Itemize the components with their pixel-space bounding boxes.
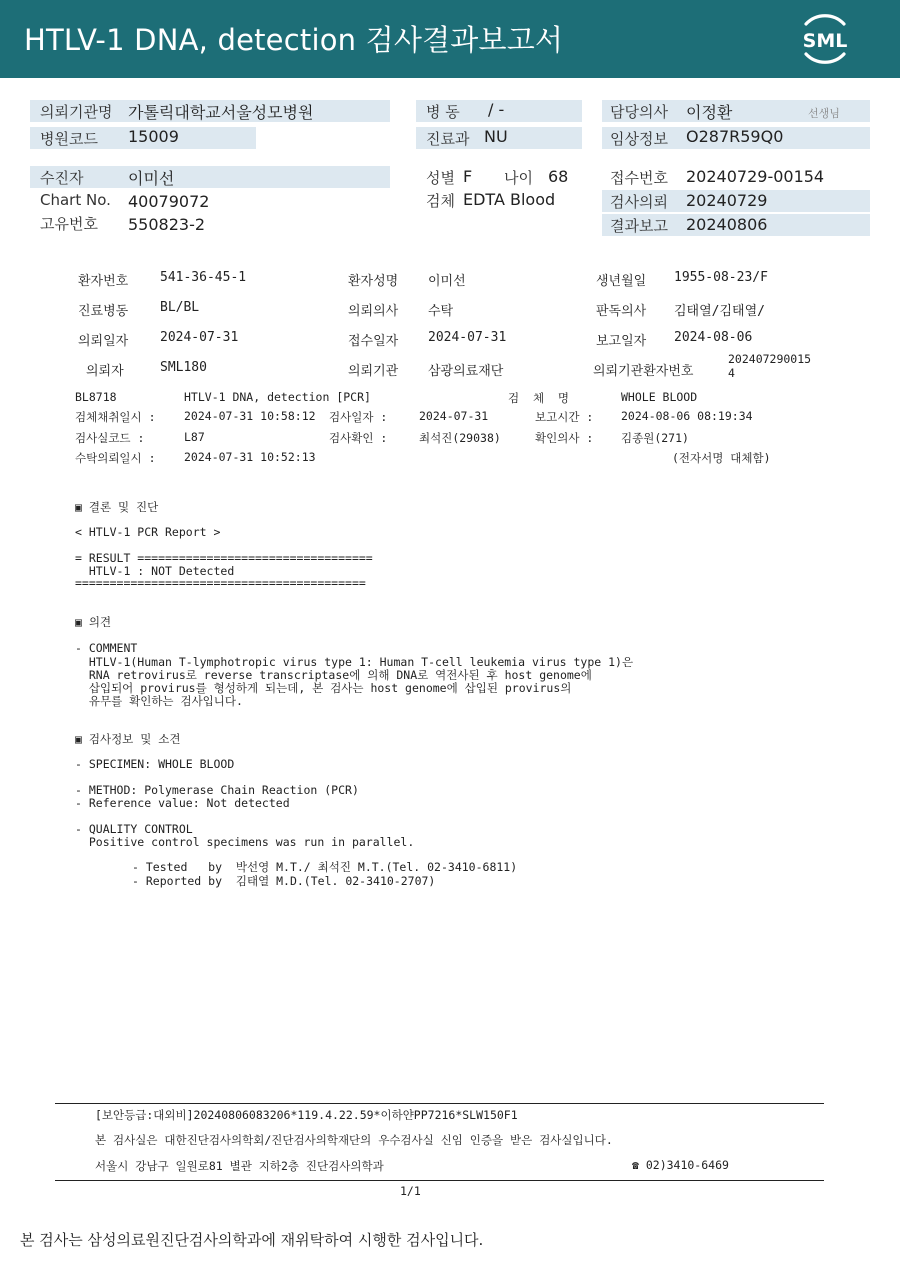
logo-text: SML: [802, 30, 848, 52]
pcr-report-title: < HTLV-1 PCR Report >: [75, 525, 221, 539]
request-value: 20240729: [686, 191, 768, 210]
bottom-note: 본 검사는 삼성의료원진단검사의학과에 재위탁하여 시행한 검사입니다.: [20, 1231, 484, 1249]
institution-value: 가톨릭대학교서울성모병원: [128, 103, 314, 122]
age-label: 나이: [504, 169, 533, 187]
patient-no-value: 541-36-45-1: [160, 270, 247, 285]
phone-line: ☎ 02)3410-6469: [632, 1158, 729, 1172]
req-date-value: 2024-07-31: [160, 330, 239, 345]
specimen-value: EDTA Blood: [463, 190, 556, 209]
patient-strip: [30, 166, 390, 188]
collect-label: 검체채취일시 :: [75, 410, 156, 424]
security-line: [보안등급:대외비]20240806083206*119.4.22.59*이하얀PP7216*SLW150F1: [95, 1108, 518, 1122]
unique-value: 550823-2: [128, 215, 206, 234]
report-time-label: 보고시간 :: [535, 410, 594, 424]
report-label: 결과보고: [610, 217, 668, 235]
report-title: HTLV-1 DNA, detection 검사결과보고서: [24, 23, 564, 57]
birth-label: 생년월일: [596, 274, 647, 289]
confirm-value: 최석진(29038): [419, 431, 501, 445]
tested-by: - Tested by 박선영 M.T./ 최석진 M.T.(Tel. 02-3410-6811): [132, 860, 518, 874]
report-value: 20240806: [686, 215, 768, 234]
address-line: 서울시 강남구 일원로81 별관 지하2층 진단검사의학과: [95, 1159, 384, 1173]
patient-value: 이미선: [128, 169, 175, 188]
chart-value: 40079072: [128, 192, 210, 211]
req-inst-value: 삼광의료재단: [428, 364, 504, 379]
cert-line: 본 검사실은 대한진단검사의학회/진단검사의학재단의 우수검사실 신임 인증을 받은 검사실입니다.: [95, 1133, 613, 1147]
report-time-value: 2024-08-06 08:19:34: [621, 409, 753, 423]
requester-value: SML180: [160, 360, 207, 375]
rpt-date-label: 보고일자: [596, 334, 647, 349]
rpt-date-value: 2024-08-06: [674, 330, 753, 345]
exam-date-value: 2024-07-31: [419, 409, 489, 423]
test-name: HTLV-1 DNA, detection [PCR]: [184, 390, 371, 404]
ward-label: 병 동: [426, 103, 460, 121]
result-end-line: ==========================================: [75, 576, 366, 590]
opinion-title: ▣ 의견: [75, 615, 112, 629]
comment-line-2: HTLV-1(Human T-lymphotropic virus type 1: Human T-cell leukemia virus type 1)은: [75, 655, 634, 669]
hospital-code-value: 15009: [128, 127, 179, 146]
test-code: BL8718: [75, 390, 117, 404]
result-value: HTLV-1 : NOT Detected: [75, 564, 235, 578]
rcv-date-label: 접수일자: [348, 334, 399, 349]
specimen-name-value: WHOLE BLOOD: [621, 390, 698, 404]
inst-patient-no-label: 의뢰기관환자번호: [593, 364, 694, 379]
unique-label: 고유번호: [40, 215, 98, 233]
doctor-suffix: 선생님: [808, 107, 840, 120]
sml-logo: [794, 10, 856, 68]
method-line: - METHOD: Polymerase Chain Reaction (PCR): [75, 783, 359, 797]
reported-by: - Reported by 김태열 M.D.(Tel. 02-3410-2707): [132, 874, 436, 888]
dept-label: 진료과: [426, 130, 470, 148]
specimen-label: 검체: [426, 192, 455, 210]
room-code-value: L87: [184, 430, 205, 444]
consign-value: 2024-07-31 10:52:13: [184, 450, 316, 464]
reading-doctor-value: 김태열/김태열/: [674, 304, 766, 319]
result-line: = RESULT ==================================: [75, 551, 373, 565]
ward-r-value: BL/BL: [160, 300, 200, 315]
page-number: 1/1: [400, 1184, 421, 1198]
footer-top-rule: [55, 1103, 824, 1104]
doctor-value: 이정환: [686, 103, 733, 122]
confirm-label: 검사확인 :: [329, 431, 388, 445]
patient-name-label: 환자성명: [348, 274, 399, 289]
comment-line-5: 유무를 확인하는 검사입니다.: [75, 694, 243, 708]
dept-value: NU: [484, 127, 508, 146]
inst-patient-no-value: 202407290015: [728, 352, 812, 366]
inst-patient-no-value-2: 4: [728, 366, 735, 380]
qc-line: - QUALITY CONTROL: [75, 822, 193, 836]
collect-value: 2024-07-31 10:58:12: [184, 409, 316, 423]
req-inst-label: 의뢰기관: [348, 364, 399, 379]
req-doctor-label: 의뢰의사: [348, 304, 399, 319]
specimen-name-label: 검 체 명: [508, 391, 570, 405]
comment-line-3: RNA retrovirus로 reverse transcriptase에 의해 DNA로 역전사된 후 host genome에: [75, 668, 592, 682]
receipt-value: 20240729-00154: [686, 167, 825, 186]
patient-no-label: 환자번호: [78, 274, 129, 289]
sex-value: F: [463, 167, 473, 186]
consign-label: 수탁의뢰일시 :: [75, 451, 156, 465]
reading-doctor-label: 판독의사: [596, 304, 647, 319]
ward-r-label: 진료병동: [78, 304, 129, 319]
verify-label: 확인의사 :: [535, 431, 594, 445]
request-label: 검사의뢰: [610, 193, 668, 211]
sex-label: 성별: [426, 169, 455, 187]
verify-value: 김종원(271): [621, 431, 689, 445]
req-doctor-value: 수탁: [428, 304, 454, 319]
reference-line: - Reference value: Not detected: [75, 796, 290, 810]
age-value: 68: [548, 167, 569, 186]
ward-value: / -: [488, 100, 505, 119]
hospital-code-label: 병원코드: [40, 130, 98, 148]
doctor-label: 담당의사: [610, 103, 668, 121]
birth-value: 1955-08-23/F: [674, 270, 768, 285]
info-title: ▣ 검사정보 및 소견: [75, 732, 181, 746]
esign-note: (전자서명 대체함): [672, 451, 771, 465]
requester-label: 의뢰자: [86, 364, 124, 379]
patient-label: 수진자: [40, 169, 84, 187]
report-header: [0, 0, 900, 78]
institution-label: 의뢰기관명: [40, 103, 113, 121]
comment-line-1: - COMMENT: [75, 641, 138, 655]
comment-line-4: 삽입되어 provirus를 형성하게 되는데, 본 검사는 host genome에 삽입된 provirus의: [75, 681, 572, 695]
clinical-value: O287R59Q0: [686, 127, 784, 146]
room-code-label: 검사실코드 :: [75, 431, 145, 445]
rcv-date-value: 2024-07-31: [428, 330, 507, 345]
patient-name-value: 이미선: [428, 274, 466, 289]
specimen-line: - SPECIMEN: WHOLE BLOOD: [75, 757, 235, 771]
receipt-label: 접수번호: [610, 169, 668, 187]
footer-bottom-rule: [55, 1180, 824, 1181]
conclusion-title: ▣ 결론 및 진단: [75, 500, 159, 514]
chart-label: Chart No.: [40, 191, 111, 209]
exam-date-label: 검사일자 :: [329, 410, 388, 424]
req-date-label: 의뢰일자: [78, 334, 129, 349]
qc-desc: Positive control specimens was run in parallel.: [75, 835, 415, 849]
clinical-label: 임상정보: [610, 130, 668, 148]
